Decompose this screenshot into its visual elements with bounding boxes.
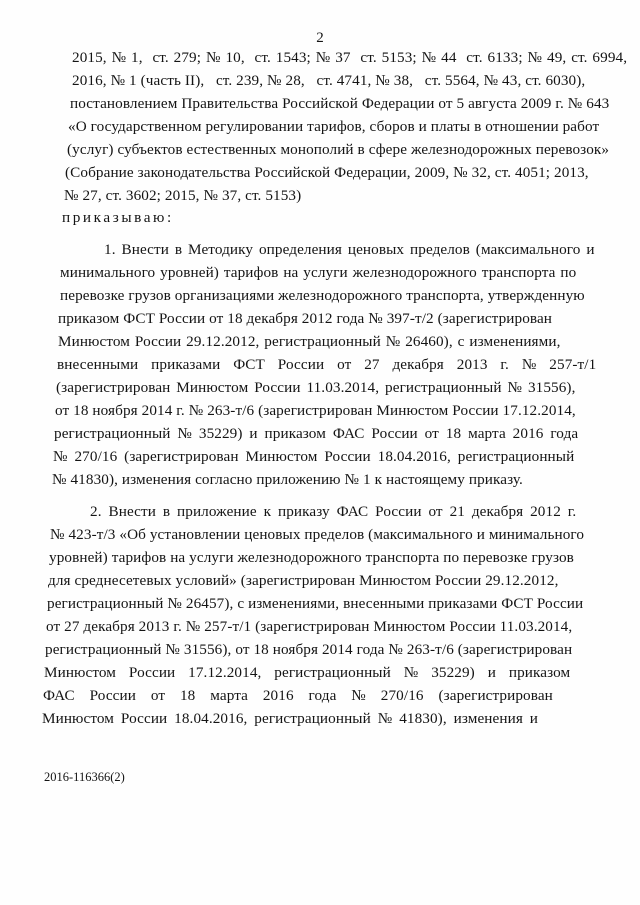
text-line: (услуг) субъектов естественных монополий в сфере железнодорожных перевозок» — [67, 141, 610, 158]
document-code: 2016-116366(2) — [44, 770, 125, 784]
text-line: 2015, № 1, ст. 279; № 10, ст. 1543; № 37 ст. 5153; № 44 ст. 6133; № 49, ст. 6994, — [72, 49, 628, 66]
text-line: № 27, ст. 3602; 2015, № 37, ст. 5153) — [64, 187, 302, 204]
paragraph-1-line: (зарегистрирован Минюстом России 11.03.2014, регистрационный № 31556), — [56, 379, 576, 396]
paragraph-2-line: регистрационный № 26457), с изменениями, внесенными приказами ФСТ России — [47, 595, 584, 612]
paragraph-1-line: № 41830), изменения согласно приложению № 1 к настоящему приказу. — [52, 471, 523, 488]
paragraph-1-line: минимального уровней) тарифов на услуги железнодорожного транспорта по — [60, 264, 577, 281]
paragraph-2-line: 2. Внести в приложение к приказу ФАС России от 21 декабря 2012 г. — [90, 503, 577, 520]
paragraph-2-line: для среднесетевых условий» (зарегистрирован Минюстом России 29.12.2012, — [48, 572, 559, 589]
text-line: 2016, № 1 (часть II), ст. 239, № 28, ст. 4741, № 38, ст. 5564, № 43, ст. 6030), — [72, 72, 586, 89]
text-line: «О государственном регулировании тарифов, сборов и платы в отношении работ — [68, 118, 600, 135]
paragraph-1-line: приказом ФСТ России от 18 декабря 2012 года № 397-т/2 (зарегистрирован — [58, 310, 553, 327]
paragraph-1-line: перевозке грузов организациями железнодорожного транспорта, утвержденную — [60, 287, 585, 304]
page-number: 2 — [316, 30, 324, 46]
paragraph-1-line: от 18 ноября 2014 г. № 263-т/6 (зарегистрирован Минюстом России 17.12.2014, — [55, 402, 576, 419]
paragraph-2-line: ФАС России от 18 марта 2016 года № 270/16 (зарегистрирован — [43, 687, 553, 704]
paragraph-1-line: Минюстом России 29.12.2012, регистрационный № 26460), с изменениями, — [58, 333, 561, 350]
paragraph-2-line: уровней) тарифов на услуги железнодорожного транспорта по перевозке грузов — [49, 549, 574, 566]
text-line: (Собрание законодательства Российской Федерации, 2009, № 32, ст. 4051; 2013, — [65, 164, 589, 181]
paragraph-2-line: Минюстом России 18.04.2016, регистрационный № 41830), изменения и — [42, 710, 539, 727]
paragraph-1-line: регистрационный № 35229) и приказом ФАС России от 18 марта 2016 года — [54, 425, 579, 442]
paragraph-1-line: № 270/16 (зарегистрирован Минюстом России 18.04.2016, регистрационный — [53, 448, 575, 465]
paragraph-1-line: 1. Внести в Методику определения ценовых пределов (максимального и — [104, 241, 595, 258]
paragraph-1-line: внесенными приказами ФСТ России от 27 декабря 2013 г. № 257-т/1 — [57, 356, 597, 373]
order-keyword: приказываю: — [62, 209, 174, 226]
paragraph-2-line: № 423-т/3 «Об установлении ценовых пределов (максимального и минимального — [50, 526, 585, 543]
paragraph-2-line: от 27 декабря 2013 г. № 257-т/1 (зарегистрирован Минюстом России 11.03.2014, — [46, 618, 573, 635]
text-line: постановлением Правительства Российской Федерации от 5 августа 2009 г. № 643 — [70, 95, 610, 112]
paragraph-2-line: Минюстом России 17.12.2014, регистрационный № 35229) и приказом — [44, 664, 571, 681]
paragraph-2-line: регистрационный № 31556), от 18 ноября 2014 года № 263-т/6 (зарегистрирован — [45, 641, 573, 658]
